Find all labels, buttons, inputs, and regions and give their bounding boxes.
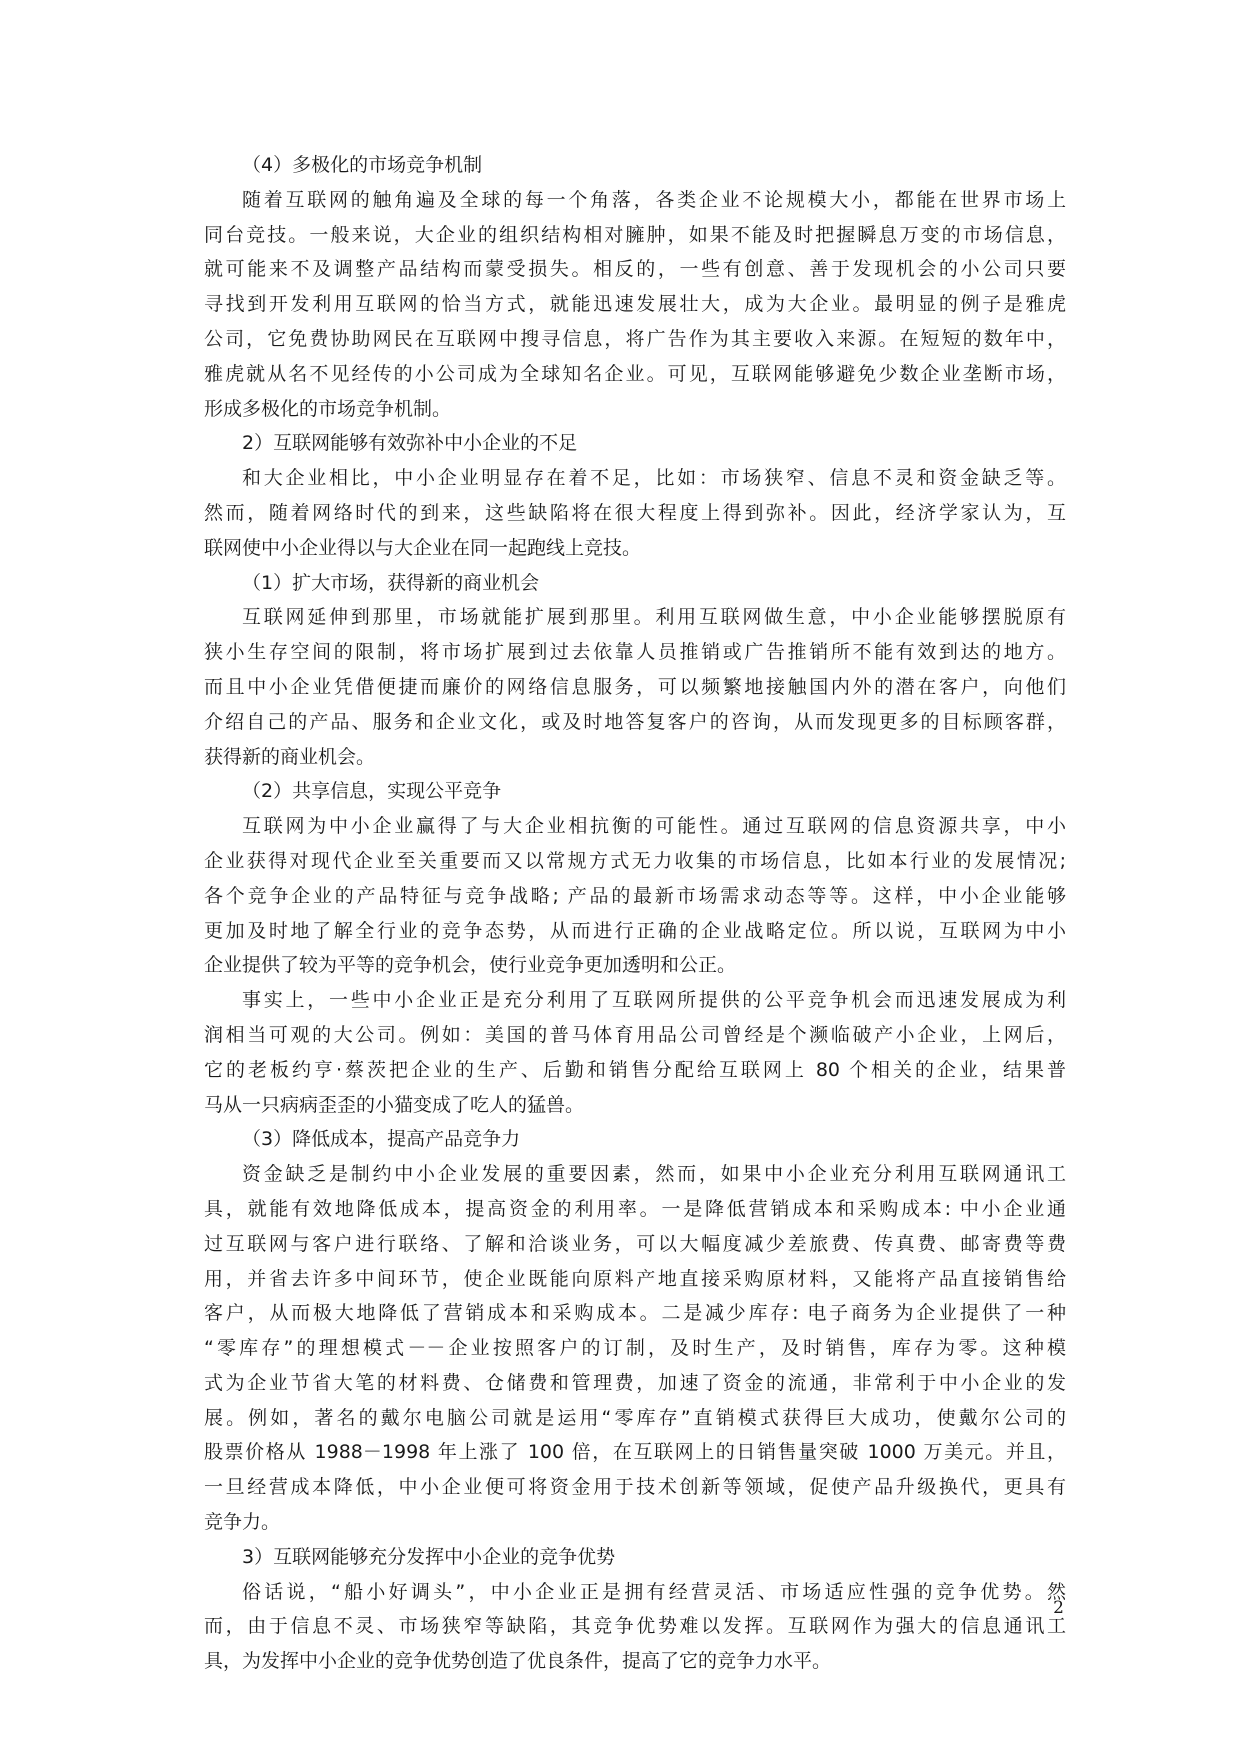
text-line: 更加及时地了解全行业的竞争态势，从而进行正确的企业战略定位。所以说，互联网为中小 bbox=[204, 919, 1066, 942]
text-line: 具，为发挥中小企业的竞争优势创造了优良条件，提高了它的竞争力水平。 bbox=[204, 1650, 832, 1673]
section-heading bbox=[204, 566, 1066, 601]
heading-text: （3）降低成本，提高产品竞争力 bbox=[242, 1128, 521, 1151]
text-line: 互联网延伸到那里，市场就能扩展到那里。利用互联网做生意，中小企业能够摆脱原有 bbox=[242, 606, 1066, 629]
paragraph bbox=[204, 809, 1066, 983]
text-line: 互联网为中小企业赢得了与大企业相抗衡的可能性。通过互联网的信息资源共享，中小 bbox=[242, 815, 1066, 838]
heading-text: （4）多极化的市场竞争机制 bbox=[242, 154, 483, 176]
text-line: 润相当可观的大公司。例如：美国的普马体育用品公司曾经是个濒临破产小企业，上网后， bbox=[204, 1023, 1066, 1046]
text-line: 而，由于信息不灵、市场狭窄等缺陷，其竞争优势难以发挥。互联网作为强大的信息通讯工 bbox=[204, 1615, 1066, 1638]
text-line: 介绍自己的产品、服务和企业文化，或及时地答复客户的咨询，从而发现更多的目标顾客群， bbox=[204, 710, 1066, 733]
document-body bbox=[204, 148, 1066, 1679]
text-line: 展。例如，著名的戴尔电脑公司就是运用“零库存”直销模式获得巨大成功，使戴尔公司的 bbox=[204, 1406, 1066, 1429]
text-line: 资金缺乏是制约中小企业发展的重要因素，然而，如果中小企业充分利用互联网通讯工 bbox=[242, 1163, 1066, 1186]
text-line: 联网使中小企业得以与大企业在同一起跑线上竞技。 bbox=[204, 536, 642, 559]
section-heading bbox=[204, 426, 1066, 461]
text-line: 客户，从而极大地降低了营销成本和采购成本。二是减少库存: 电子商务为企业提供了一种 bbox=[204, 1302, 1066, 1325]
paragraph bbox=[204, 461, 1066, 565]
text-line: 获得新的商业机会。 bbox=[204, 745, 376, 768]
heading-text: （2）共享信息，实现公平竞争 bbox=[242, 780, 502, 803]
text-line: 各个竞争企业的产品特征与竞争战略; 产品的最新市场需求动态等等。这样，中小企业能够 bbox=[204, 884, 1066, 907]
text-line: 雅虎就从名不见经传的小公司成为全球知名企业。可见，互联网能够避免少数企业垄断市场， bbox=[204, 362, 1066, 385]
section-heading bbox=[204, 1540, 1066, 1575]
text-line: 竞争力。 bbox=[204, 1511, 281, 1534]
paragraph bbox=[204, 1575, 1066, 1679]
text-line: 和大企业相比，中小企业明显存在着不足，比如：市场狭窄、信息不灵和资金缺乏等。 bbox=[242, 467, 1066, 490]
text-line: 寻找到开发利用互联网的恰当方式，就能迅速发展壮大，成为大企业。最明显的例子是雅虎 bbox=[204, 293, 1066, 316]
paragraph bbox=[204, 600, 1066, 774]
heading-text: 2）互联网能够有效弥补中小企业的不足 bbox=[242, 432, 578, 455]
heading-text: （1）扩大市场，获得新的商业机会 bbox=[242, 571, 540, 594]
text-line: 事实上，一些中小企业正是充分利用了互联网所提供的公平竞争机会而迅速发展成为利 bbox=[242, 989, 1066, 1012]
text-line: 企业获得对现代企业至关重要而又以常规方式无力收集的市场信息，比如本行业的发展情况; bbox=[204, 849, 1066, 872]
paragraph bbox=[204, 983, 1066, 1122]
text-line: 同台竞技。一般来说，大企业的组织结构相对臃肿，如果不能及时把握瞬息万变的市场信息， bbox=[204, 223, 1066, 246]
text-line: 就可能来不及调整产品结构而蒙受损失。相反的，一些有创意、善于发现机会的小公司只要 bbox=[204, 258, 1066, 281]
section-heading bbox=[204, 1122, 1066, 1157]
paragraph bbox=[204, 1157, 1066, 1540]
text-line: 公司，它免费协助网民在互联网中搜寻信息，将广告作为其主要收入来源。在短短的数年中， bbox=[204, 327, 1066, 350]
text-line: 用，并省去许多中间环节，使企业既能向原料产地直接采购原材料，又能将产品直接销售给 bbox=[204, 1267, 1066, 1290]
section-heading bbox=[204, 774, 1066, 809]
text-line: 马从一只病病歪歪的小猫变成了吃人的猛兽。 bbox=[204, 1093, 585, 1116]
page-number: 2 bbox=[1053, 1598, 1064, 1618]
paragraph bbox=[204, 183, 1066, 427]
text-line: 企业提供了较为平等的竞争机会，使行业竞争更加透明和公正。 bbox=[204, 954, 737, 977]
text-line: “零库存”的理想模式－－企业按照客户的订制，及时生产，及时销售，库存为零。这种模 bbox=[204, 1337, 1066, 1360]
text-line: 形成多极化的市场竞争机制。 bbox=[204, 397, 452, 420]
text-line: 式为企业节省大笔的材料费、仓储费和管理费，加速了资金的流通，非常利于中小企业的发 bbox=[204, 1371, 1066, 1394]
text-line: 随着互联网的触角遍及全球的每一个角落，各类企业不论规模大小，都能在世界市场上 bbox=[242, 188, 1066, 211]
text-line: 然而，随着网络时代的到来，这些缺陷将在很大程度上得到弥补。因此，经济学家认为，互 bbox=[204, 501, 1066, 524]
text-line: 股票价格从 1988－1998 年上涨了 100 倍，在互联网上的日销售量突破 1000 万美元。并且， bbox=[204, 1441, 1066, 1464]
text-line: 它的老板约亨·蔡茨把企业的生产、后勤和销售分配给互联网上 80 个相关的企业，结果普 bbox=[204, 1058, 1066, 1081]
text-line: 俗话说，“船小好调头”，中小企业正是拥有经营灵活、市场适应性强的竞争优势。然 bbox=[242, 1580, 1066, 1603]
text-line: 狭小生存空间的限制，将市场扩展到过去依靠人员推销或广告推销所不能有效到达的地方。 bbox=[204, 641, 1066, 664]
heading-text: 3）互联网能够充分发挥中小企业的竞争优势 bbox=[242, 1545, 616, 1568]
text-line: 过互联网与客户进行联络、了解和洽谈业务，可以大幅度减少差旅费、传真费、邮寄费等费 bbox=[204, 1232, 1066, 1255]
text-line: 一旦经营成本降低，中小企业便可将资金用于技术创新等领域，促使产品升级换代，更具有 bbox=[204, 1476, 1066, 1499]
text-line: 而且中小企业凭借便捷而廉价的网络信息服务，可以频繁地接触国内外的潜在客户，向他们 bbox=[204, 675, 1066, 698]
section-heading bbox=[204, 148, 1066, 183]
text-line: 具，就能有效地降低成本，提高资金的利用率。一是降低营销成本和采购成本: 中小企业通 bbox=[204, 1197, 1066, 1220]
